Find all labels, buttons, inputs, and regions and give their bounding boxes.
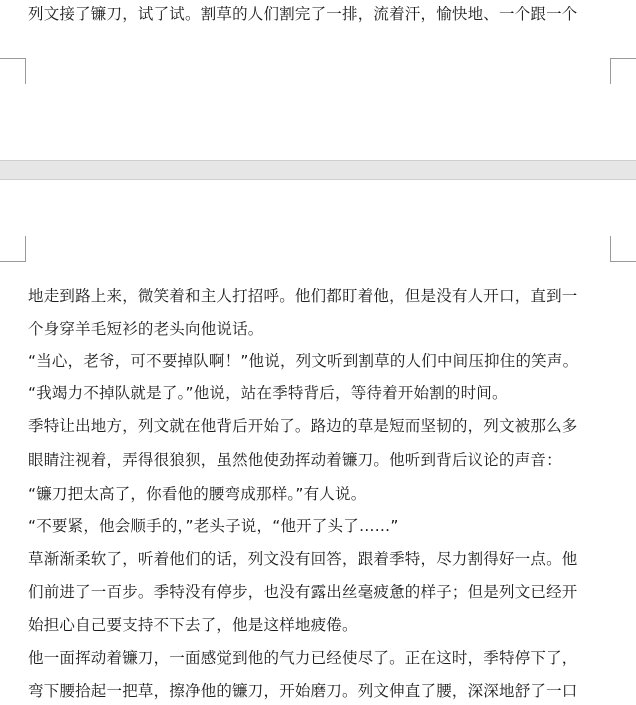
text-line: 弯下腰拾起一把草，擦净他的镰刀，开始磨刀。列文伸直了腰，深深地舒了一口 (28, 682, 578, 700)
text-line: “镰刀把太高了，你看他的腰弯成那样。”有人说。 (28, 485, 367, 503)
text-line: 地走到路上来，微笑着和主人打招呼。他们都盯着他，但是没有人开口，直到一 (28, 287, 578, 305)
page-corner-mark (610, 58, 636, 84)
page-corner-mark (0, 236, 26, 262)
text-line: 列文接了镰刀，试了试。割草的人们割完了一排，流着汗，愉快地、一个跟一个 (28, 5, 578, 23)
text-line: “我竭力不掉队就是了。”他说，站在季特背后，等待着开始割的时间。 (28, 384, 508, 402)
text-line: 他一面挥动着镰刀，一面感觉到他的气力已经使尽了。正在这时，季特停下了， (28, 649, 578, 667)
text-line: 眼睛注视着，弄得很狼狈，虽然他使劲挥动着镰刀。他听到背后议论的声音： (28, 451, 562, 469)
text-line: “不要紧，他会顺手的，”老头子说，“他开了头了……” (28, 517, 399, 535)
page-corner-mark (0, 58, 26, 84)
text-line: 季特让出地方，列文就在他背后开始了。路边的草是短而坚韧的，列文被那么多 (28, 417, 578, 435)
text-line: 们前进了一百步。季特没有停步，也没有露出丝毫疲惫的样子；但是列文已经开 (28, 583, 578, 601)
page-separator (0, 160, 636, 180)
document-page-2 (0, 180, 636, 705)
page-corner-mark (610, 236, 636, 262)
text-line: 草渐渐柔软了，听着他们的话，列文没有回答，跟着季特，尽力割得好一点。他 (28, 550, 578, 568)
text-line: 始担心自己要支持不下去了，他是这样地疲倦。 (28, 616, 358, 634)
text-line: “当心，老爷，可不要掉队啊！”他说，列文听到割草的人们中间压抑住的笑声。 (28, 352, 579, 370)
document-page-1 (0, 0, 636, 160)
text-line: 个身穿羊毛短衫的老头向他说话。 (28, 320, 264, 338)
